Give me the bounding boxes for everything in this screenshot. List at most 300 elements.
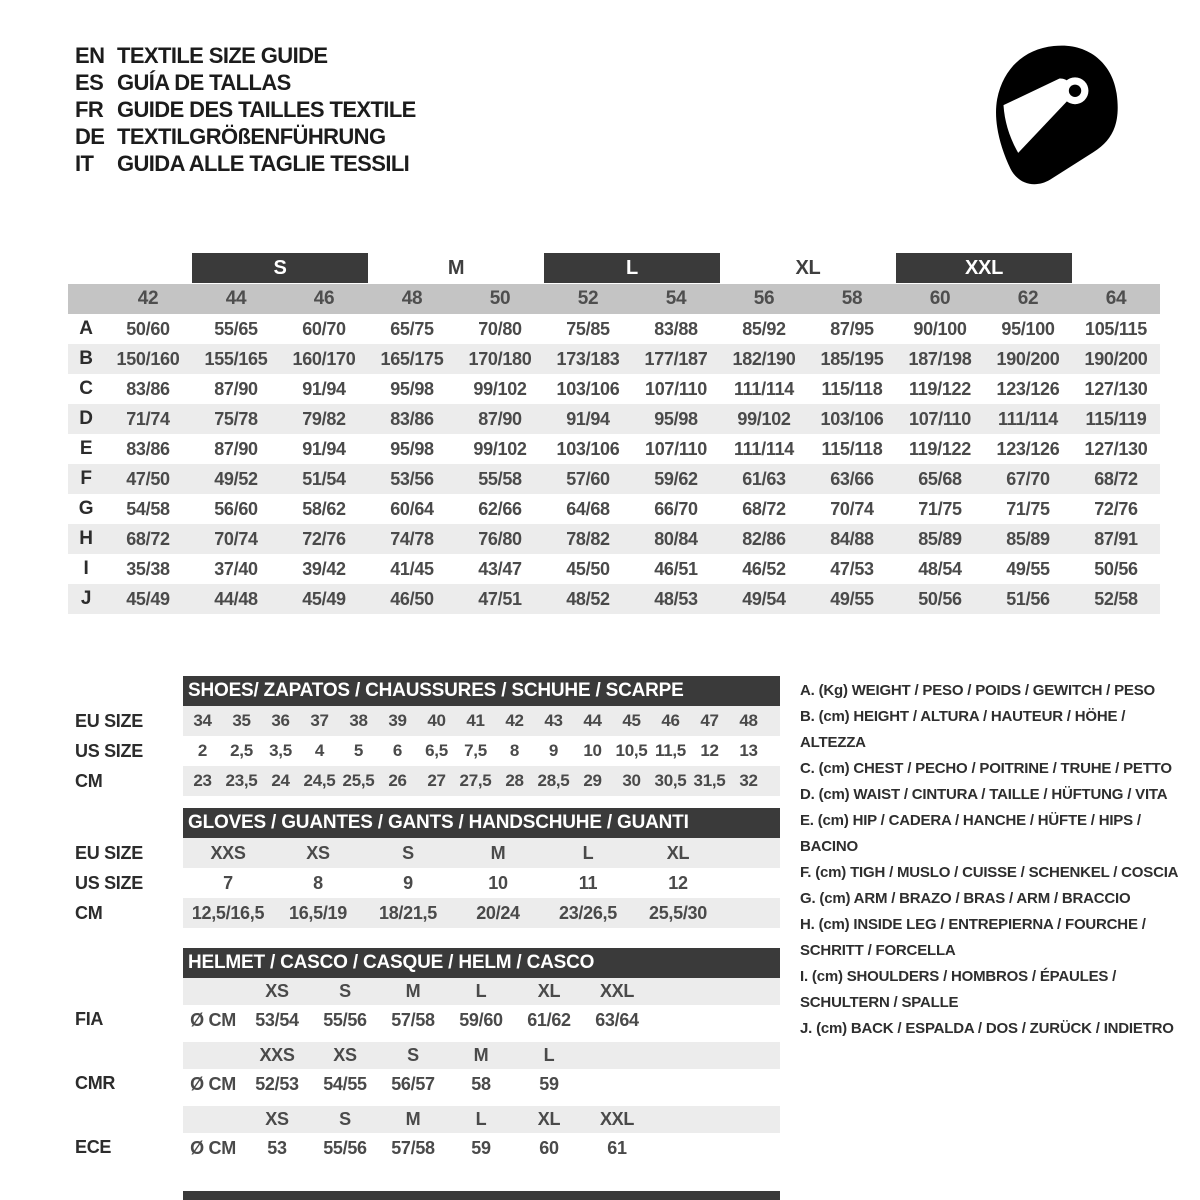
gloves-row	[183, 898, 780, 928]
shoes-row	[183, 706, 780, 736]
shoes-row-label: EU SIZE	[75, 711, 143, 731]
size-band-xxl: XXL	[896, 253, 1072, 283]
helmet-size-cell: XXL	[599, 1109, 635, 1129]
gloves-cell: 10	[488, 872, 508, 893]
row-label: E	[79, 438, 93, 459]
size-cell: 83/86	[390, 408, 434, 429]
shoes-cell: 29	[583, 771, 602, 790]
gloves-title: GLOVES / GUANTES / GANTS / HANDSCHUHE / GUANTI	[183, 808, 780, 838]
size-cell: 57/60	[566, 468, 610, 489]
helmet-value-cell: 61/62	[527, 1009, 571, 1030]
size-cell: 75/78	[214, 408, 258, 429]
size-cell: 91/94	[302, 378, 346, 399]
shoes-cell: 26	[388, 771, 407, 790]
size-cell: 52/58	[1094, 588, 1138, 609]
shoes-cell: 40	[427, 711, 446, 730]
gloves-row-label: CM	[75, 903, 103, 923]
gloves-cell: 25,5/30	[649, 902, 707, 923]
size-cell: 63/66	[830, 468, 874, 489]
size-cell: 91/94	[302, 438, 346, 459]
language-title: GUIDE DES TAILLES TEXTILE	[117, 96, 416, 122]
size-cell: 49/54	[742, 588, 786, 609]
size-cell: 47/53	[830, 558, 874, 579]
size-cell: 60/70	[302, 318, 346, 339]
textile-row	[68, 524, 1160, 554]
shoes-cell: 12	[700, 741, 719, 760]
size-cell: 65/68	[918, 468, 962, 489]
shoes-table	[183, 676, 780, 796]
helmet-standard-label: CMR	[75, 1073, 116, 1093]
helmet-title: HELMET / CASCO / CASQUE / HELM / CASCO	[183, 948, 780, 978]
gloves-cell: 23/26,5	[559, 902, 617, 923]
size-cell: 83/88	[654, 318, 698, 339]
size-cell: 160/170	[292, 348, 356, 369]
size-cell: 105/115	[1085, 318, 1147, 339]
shoes-cell: 27	[427, 771, 446, 790]
legend-item: B. (cm) HEIGHT / ALTURA / HAUTEUR / HÖHE / ALTEZZA	[800, 708, 1126, 751]
helmet-size-cell: XL	[537, 981, 561, 1001]
shoes-cell: 4	[314, 741, 325, 760]
shoes-cell: 3,5	[269, 741, 292, 760]
size-cell: 65/75	[390, 318, 434, 339]
column-header: 54	[665, 288, 687, 309]
size-cell: 99/102	[473, 438, 527, 459]
size-header-row	[68, 284, 1160, 314]
helmet-value-cell: 58	[471, 1073, 491, 1094]
language-code: IT	[75, 150, 94, 176]
helmet-value-cell: 56/57	[391, 1073, 435, 1094]
size-band-l: L	[544, 253, 720, 283]
size-cell: 43/47	[478, 558, 522, 579]
row-label: B	[79, 348, 93, 369]
gloves-cell: 16,5/19	[289, 902, 347, 923]
gloves-row	[183, 838, 780, 868]
column-header: 52	[577, 288, 599, 309]
helmet-unit-cell: Ø CM	[190, 1009, 236, 1030]
size-cell: 185/195	[820, 348, 884, 369]
language-code: FR	[75, 96, 104, 122]
gloves-cell: XXS	[210, 842, 246, 863]
shoes-cell: 45	[622, 711, 641, 730]
column-header: 62	[1017, 288, 1039, 309]
size-cell: 107/110	[909, 408, 971, 429]
helmet-subsection-ece	[183, 1106, 780, 1163]
shoes-cell: 13	[739, 741, 758, 760]
row-label: C	[79, 378, 93, 399]
size-cell: 85/89	[1006, 528, 1050, 549]
legend-item: F. (cm) TIGH / MUSLO / CUISSE / SCHENKEL / COSCIA	[800, 864, 1179, 881]
helmet-size-cell: XS	[265, 1109, 289, 1129]
helmet-value-row	[183, 1005, 780, 1035]
size-cell: 72/76	[302, 528, 346, 549]
size-cell: 115/118	[821, 438, 883, 459]
size-cell: 107/110	[645, 438, 707, 459]
shoes-cell: 2,5	[230, 741, 253, 760]
shoes-cell: 37	[310, 711, 329, 730]
row-label: J	[80, 588, 92, 609]
size-cell: 76/80	[478, 528, 522, 549]
shoes-cell: 34	[193, 711, 212, 730]
gloves-row-label: US SIZE	[75, 873, 143, 893]
shoes-cell: 7,5	[464, 741, 487, 760]
helmet-value-cell: 59	[471, 1137, 491, 1158]
shoes-cell: 30	[622, 771, 641, 790]
helmet-size-cell: XXL	[599, 981, 635, 1001]
textile-rows	[68, 314, 1160, 614]
size-cell: 35/38	[126, 558, 170, 579]
size-cell: 90/100	[913, 318, 967, 339]
size-cell: 182/190	[732, 348, 796, 369]
helmet-size-row	[183, 1042, 780, 1069]
size-cell: 95/100	[1001, 318, 1055, 339]
shoes-cell: 10	[583, 741, 602, 760]
textile-size-table	[68, 253, 1160, 614]
size-cell: 83/86	[126, 378, 170, 399]
cropped-section-band	[183, 1191, 780, 1200]
size-cell: 103/106	[556, 438, 620, 459]
column-header: 60	[929, 288, 951, 309]
size-cell: 59/62	[654, 468, 698, 489]
shoes-cell: 43	[544, 711, 563, 730]
gloves-cell: XL	[666, 842, 690, 863]
textile-row	[68, 344, 1160, 374]
helmet-size-cell: XXS	[259, 1045, 295, 1065]
shoes-row-label: CM	[75, 771, 103, 791]
size-cell: 123/126	[996, 438, 1060, 459]
column-header: 46	[313, 288, 335, 309]
shoes-cell: 44	[583, 711, 602, 730]
shoes-cell: 10,5	[615, 741, 648, 760]
helmet-value-cell: 52/53	[255, 1073, 299, 1094]
helmet-value-cell: 53/54	[255, 1009, 299, 1030]
size-cell: 46/50	[390, 588, 434, 609]
size-cell: 99/102	[737, 408, 791, 429]
size-cell: 66/70	[654, 498, 698, 519]
language-row	[75, 150, 416, 177]
shoes-cell: 38	[349, 711, 368, 730]
language-title: GUIDA ALLE TAGLIE TESSILI	[117, 150, 410, 176]
helmet-value-cell: 63/64	[595, 1009, 639, 1030]
shoes-cell: 9	[548, 741, 559, 760]
size-cell: 95/98	[390, 438, 434, 459]
helmet-size-cell: M	[473, 1045, 489, 1065]
size-cell: 87/91	[1094, 528, 1138, 549]
textile-row	[68, 464, 1160, 494]
size-cell: 75/85	[566, 318, 610, 339]
gloves-cell: 9	[403, 872, 413, 893]
size-cell: 87/95	[830, 318, 874, 339]
legend-item: D. (cm) WAIST / CINTURA / TAILLE / HÜFTUNG / VITA	[800, 786, 1168, 803]
helmet-table	[183, 948, 780, 1170]
size-cell: 60/64	[390, 498, 434, 519]
gloves-cell: 12	[668, 872, 688, 893]
size-cell: 37/40	[214, 558, 258, 579]
gloves-cell: XS	[306, 842, 330, 863]
size-cell: 41/45	[390, 558, 434, 579]
shoes-cell: 27,5	[459, 771, 492, 790]
size-cell: 55/65	[214, 318, 258, 339]
size-cell: 50/60	[126, 318, 170, 339]
helmet-value-row	[183, 1069, 780, 1099]
shoes-cell: 11,5	[655, 741, 686, 760]
size-cell: 47/50	[126, 468, 170, 489]
shoes-row	[183, 766, 780, 796]
gloves-row	[183, 868, 780, 898]
helmet-rows	[183, 978, 780, 1163]
racing-helmet-icon	[975, 32, 1140, 197]
size-cell: 190/200	[996, 348, 1060, 369]
shoes-cell: 42	[505, 711, 524, 730]
size-cell: 62/66	[478, 498, 522, 519]
legend-item: E. (cm) HIP / CADERA / HANCHE / HÜFTE / HIPS / BACINO	[800, 812, 1141, 855]
language-row	[75, 96, 416, 123]
size-cell: 115/118	[821, 378, 883, 399]
helmet-size-cell: S	[339, 1109, 351, 1129]
shoes-title: SHOES/ ZAPATOS / CHAUSSURES / SCHUHE / SCARPE	[183, 676, 780, 706]
size-cell: 87/90	[214, 378, 258, 399]
size-cell: 111/114	[998, 408, 1058, 429]
size-cell: 91/94	[566, 408, 610, 429]
size-cell: 190/200	[1084, 348, 1148, 369]
size-cell: 44/48	[214, 588, 258, 609]
size-cell: 103/106	[820, 408, 884, 429]
size-cell: 58/62	[302, 498, 346, 519]
gloves-rows	[183, 838, 780, 928]
shoes-cell: 32	[739, 771, 758, 790]
legend-item: H. (cm) INSIDE LEG / ENTREPIERNA / FOURCHE / SCHRITT / FORCELLA	[800, 916, 1146, 959]
helmet-size-cell: L	[475, 1109, 487, 1129]
shoes-cell: 2	[197, 741, 208, 760]
shoes-cell: 25,5	[342, 771, 375, 790]
row-label: F	[80, 468, 92, 489]
size-cell: 173/183	[556, 348, 620, 369]
column-header: 42	[137, 288, 159, 309]
shoes-cell: 28	[505, 771, 524, 790]
language-code: ES	[75, 69, 104, 95]
size-cell: 64/68	[566, 498, 610, 519]
gloves-cell: 20/24	[476, 902, 520, 923]
legend-item: J. (cm) BACK / ESPALDA / DOS / ZURÜCK / INDIETRO	[800, 1020, 1174, 1037]
size-cell: 115/119	[1085, 408, 1147, 429]
column-header: 56	[753, 288, 775, 309]
size-cell: 127/130	[1084, 378, 1148, 399]
gloves-cell: 8	[313, 872, 323, 893]
size-cell: 95/98	[654, 408, 698, 429]
size-cell: 155/165	[204, 348, 268, 369]
size-cell: 49/52	[214, 468, 258, 489]
language-code: DE	[75, 123, 105, 149]
shoes-cell: 35	[232, 711, 251, 730]
size-cell: 50/56	[1094, 558, 1138, 579]
textile-row	[68, 404, 1160, 434]
shoes-cell: 31,5	[693, 771, 726, 790]
shoes-cell: 6	[392, 741, 403, 760]
language-code: EN	[75, 42, 105, 68]
size-cell: 50/56	[918, 588, 962, 609]
size-cell: 95/98	[390, 378, 434, 399]
size-cell: 71/75	[918, 498, 962, 519]
size-cell: 123/126	[996, 378, 1060, 399]
textile-row	[68, 434, 1160, 464]
size-cell: 47/51	[478, 588, 522, 609]
row-label: G	[78, 498, 94, 519]
helmet-size-cell: XS	[265, 981, 289, 1001]
textile-row	[68, 584, 1160, 614]
size-cell: 46/52	[742, 558, 786, 579]
size-cell: 127/130	[1084, 438, 1148, 459]
language-title: TEXTILGRÖßENFÜHRUNG	[117, 123, 386, 149]
size-cell: 39/42	[302, 558, 346, 579]
size-cell: 79/82	[302, 408, 346, 429]
helmet-value-cell: 57/58	[391, 1137, 435, 1158]
size-cell: 80/84	[654, 528, 698, 549]
size-band-s: S	[192, 253, 368, 283]
helmet-unit-cell: Ø CM	[190, 1073, 236, 1094]
column-header: 58	[841, 288, 863, 309]
size-cell: 85/89	[918, 528, 962, 549]
helmet-value-cell: 55/56	[323, 1009, 367, 1030]
helmet-size-cell: L	[475, 981, 487, 1001]
gloves-cell: 12,5/16,5	[191, 902, 265, 923]
size-cell: 45/50	[566, 558, 610, 579]
size-cell: 84/88	[830, 528, 874, 549]
size-cell: 78/82	[566, 528, 610, 549]
legend-list	[800, 678, 1180, 1042]
size-cell: 99/102	[473, 378, 527, 399]
shoes-cell: 23	[193, 771, 212, 790]
language-title: GUÍA DE TALLAS	[117, 69, 291, 95]
helmet-size-row	[183, 1106, 780, 1133]
shoes-row	[183, 736, 780, 766]
size-cell: 87/90	[478, 408, 522, 429]
size-cell: 111/114	[734, 378, 794, 399]
gloves-cell: M	[490, 842, 506, 863]
helmet-size-cell: XL	[537, 1109, 561, 1129]
language-row	[75, 42, 416, 69]
shoes-cell: 28,5	[537, 771, 570, 790]
size-cell: 68/72	[742, 498, 786, 519]
size-cell: 48/53	[654, 588, 698, 609]
helmet-value-row	[183, 1133, 780, 1163]
gloves-cell: 11	[578, 872, 598, 893]
shoes-cell: 23,5	[225, 771, 258, 790]
gloves-row-label: EU SIZE	[75, 843, 143, 863]
size-cell: 51/54	[302, 468, 346, 489]
size-cell: 54/58	[126, 498, 170, 519]
helmet-size-row	[183, 978, 780, 1005]
size-cell: 56/60	[214, 498, 258, 519]
gloves-cell: L	[582, 842, 594, 863]
helmet-value-cell: 59	[539, 1073, 559, 1094]
size-cell: 70/74	[214, 528, 258, 549]
size-cell: 107/110	[645, 378, 707, 399]
size-cell: 103/106	[556, 378, 620, 399]
size-cell: 82/86	[742, 528, 786, 549]
helmet-value-cell: 55/56	[323, 1137, 367, 1158]
size-cell: 53/56	[390, 468, 434, 489]
size-cell: 46/51	[654, 558, 698, 579]
size-cell: 55/58	[478, 468, 522, 489]
shoes-cell: 39	[388, 711, 407, 730]
legend-item: I. (cm) SHOULDERS / HOMBROS / ÉPAULES / SCHULTERN / SPALLE	[800, 968, 1117, 1011]
size-cell: 61/63	[742, 468, 786, 489]
helmet-value-cell: 57/58	[391, 1009, 435, 1030]
shoes-cell: 5	[353, 741, 364, 760]
size-cell: 70/80	[478, 318, 522, 339]
size-cell: 48/52	[566, 588, 610, 609]
size-cell: 68/72	[126, 528, 170, 549]
shoes-cell: 30,5	[654, 771, 687, 790]
size-cell: 87/90	[214, 438, 258, 459]
language-list	[75, 42, 416, 177]
gloves-cell: 7	[223, 872, 233, 893]
row-label: D	[79, 408, 93, 429]
gloves-cell: S	[402, 842, 414, 863]
size-cell: 67/70	[1006, 468, 1050, 489]
helmet-subsection-cmr	[183, 1042, 780, 1099]
helmet-size-cell: XS	[333, 1045, 357, 1065]
helmet-value-cell: 53	[267, 1137, 287, 1158]
size-cell: 45/49	[302, 588, 346, 609]
shoes-cell: 8	[509, 741, 520, 760]
shoes-cell: 24	[271, 771, 290, 790]
size-cell: 49/55	[1006, 558, 1050, 579]
size-cell: 165/175	[380, 348, 444, 369]
shoes-cell: 47	[700, 711, 719, 730]
helmet-size-cell: M	[405, 1109, 421, 1129]
size-cell: 48/54	[918, 558, 962, 579]
helmet-unit-cell: Ø CM	[190, 1137, 236, 1158]
size-band-row	[68, 253, 1160, 283]
size-cell: 150/160	[116, 348, 180, 369]
size-band-m: M	[447, 257, 465, 279]
gloves-table	[183, 808, 780, 928]
legend-item: C. (cm) CHEST / PECHO / POITRINE / TRUHE / PETTO	[800, 760, 1172, 777]
size-cell: 49/55	[830, 588, 874, 609]
column-header: 44	[225, 288, 247, 309]
helmet-size-cell: L	[543, 1045, 555, 1065]
shoes-cell: 36	[271, 711, 290, 730]
size-cell: 170/180	[468, 348, 532, 369]
size-cell: 177/187	[644, 348, 708, 369]
size-cell: 119/122	[909, 378, 971, 399]
helmet-value-cell: 60	[539, 1137, 559, 1158]
legend-item: A. (Kg) WEIGHT / PESO / POIDS / GEWITCH / PESO	[800, 682, 1155, 699]
size-cell: 51/56	[1006, 588, 1050, 609]
size-cell: 71/75	[1006, 498, 1050, 519]
size-band-xl: XL	[795, 257, 821, 279]
helmet-value-cell: 61	[607, 1137, 627, 1158]
shoes-rows	[183, 706, 780, 796]
column-header: 50	[489, 288, 511, 309]
size-cell: 83/86	[126, 438, 170, 459]
size-cell: 72/76	[1094, 498, 1138, 519]
size-cell: 71/74	[126, 408, 170, 429]
shoes-cell: 24,5	[303, 771, 336, 790]
row-label: A	[79, 318, 93, 339]
size-cell: 45/49	[126, 588, 170, 609]
helmet-value-cell: 54/55	[323, 1073, 367, 1094]
helmet-subsection-fia	[183, 978, 780, 1035]
column-header: 48	[401, 288, 423, 309]
size-cell: 70/74	[830, 498, 874, 519]
textile-row	[68, 494, 1160, 524]
column-header: 64	[1105, 288, 1127, 309]
size-cell: 85/92	[742, 318, 786, 339]
legend-item: G. (cm) ARM / BRAZO / BRAS / ARM / BRACCIO	[800, 890, 1131, 907]
helmet-size-cell: S	[339, 981, 351, 1001]
shoes-cell: 6,5	[425, 741, 448, 760]
